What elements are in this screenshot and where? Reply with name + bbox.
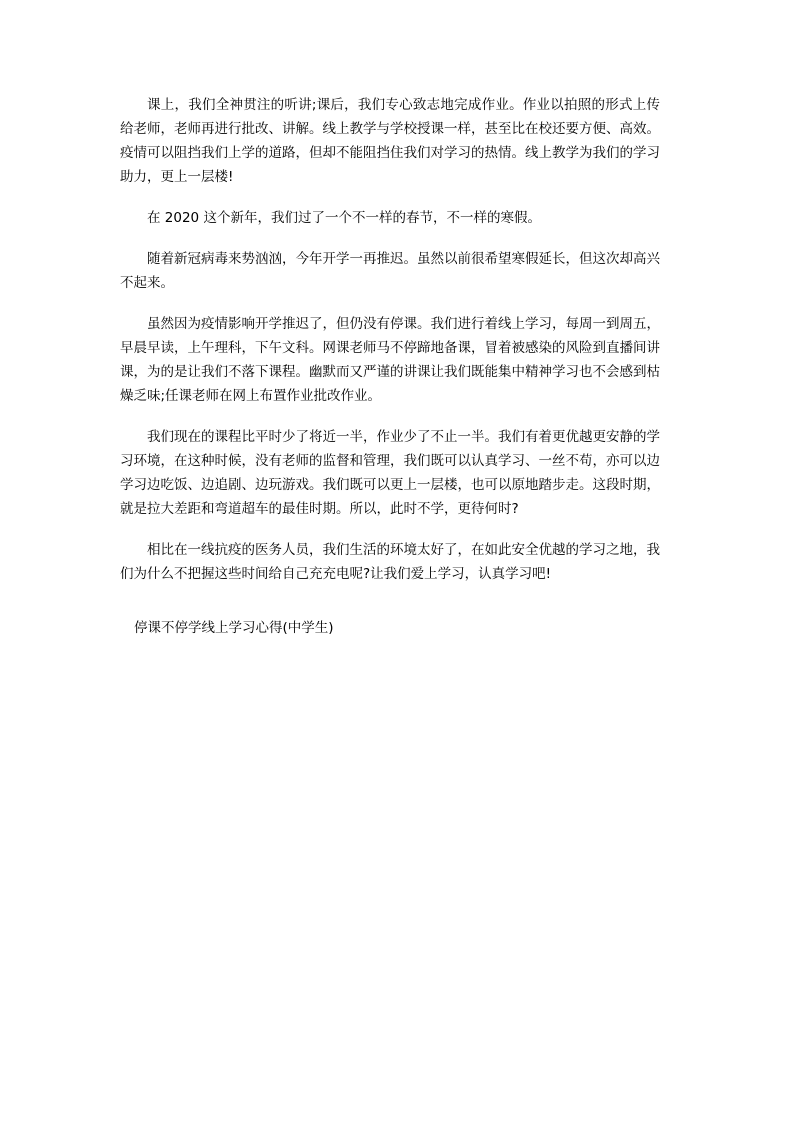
next-section-title: 停课不停学线上学习心得(中学生) bbox=[134, 620, 334, 636]
paragraph-6: 相比在一线抗疫的医务人员，我们生活的环境太好了，在如此安全优越的学习之地，我们为什么不把握这些时间给自己充充电呢?让我们爱上学习，认真学习吧! bbox=[120, 542, 660, 582]
paragraph-3: 随着新冠病毒来势汹汹，今年开学一再推迟。虽然以前很希望寒假延长，但这次却高兴不起来。 bbox=[120, 251, 660, 291]
paragraph-5: 我们现在的课程比平时少了将近一半，作业少了不止一半。我们有着更优越更安静的学习环境，在这种时候，没有老师的监督和管理，我们既可以认真学习、一丝不苟，亦可以边学习边吃饭、边追剧、边玩游戏。我们既可以更上一层楼，也可以原地踏步走。这段时期，就是拉大差距和弯道超车的最佳时期。所以，此时不学，更待何时? bbox=[120, 429, 660, 517]
document-body bbox=[120, 93, 660, 603]
paragraph-1: 课上，我们全神贯注的听讲;课后，我们专心致志地完成作业。作业以拍照的形式上传给老师，老师再进行批改、讲解。线上教学与学校授课一样，甚至比在校还要方便、高效。疫情可以阻挡我们上学的道路，但却不能阻挡住我们对学习的热情。线上教学为我们的学习助力，更上一层楼! bbox=[120, 97, 660, 185]
paragraph-2: 在 2020 这个新年，我们过了一个不一样的春节，不一样的寒假。 bbox=[147, 210, 541, 226]
paragraph-4: 虽然因为疫情影响开学推迟了，但仍没有停课。我们进行着线上学习，每周一到周五，早晨早读，上午理科，下午文科。网课老师马不停蹄地备课，冒着被感染的风险到直播间讲课，为的是让我们不落下课程。幽默而又严谨的讲课让我们既能集中精神学习也不会感到枯燥乏味;任课老师在网上布置作业批改作业。 bbox=[120, 316, 660, 404]
